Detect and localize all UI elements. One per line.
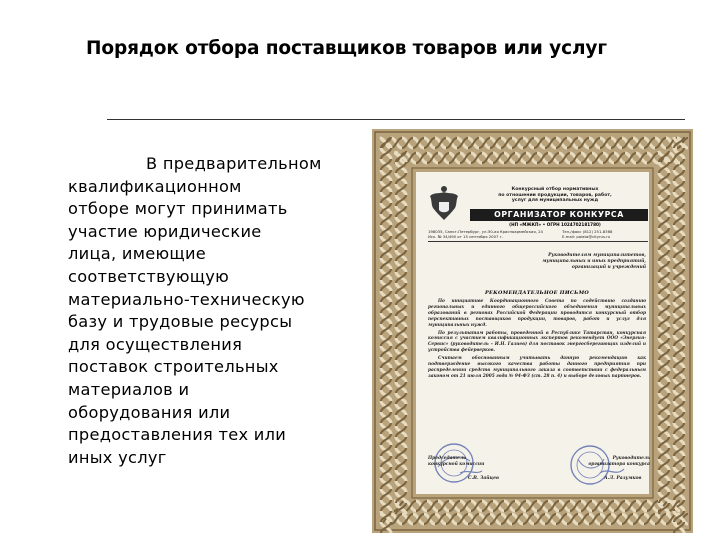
body-line: В предварительном (146, 154, 322, 173)
body-line: отборе могут принимать (68, 199, 288, 219)
contact-line: 198035, Санкт-Петербург, ул.Э0-ая Красноармейская, 24 (428, 229, 543, 234)
addressee (532, 253, 646, 271)
addressee-line: Руководителям муниципалитетов, (548, 253, 646, 258)
body-line: лица, имеющие (68, 244, 207, 264)
title-divider (107, 119, 685, 120)
body-line: соответствующую (68, 266, 230, 286)
organizer-header-line: услуг для муниципальных нужд (511, 198, 599, 204)
signature-left-name: С.В. Зайцев (468, 476, 499, 481)
slide-title: Порядок отбора поставщиков товаров или услуг (86, 38, 607, 59)
body-line: квалификационном (68, 176, 242, 196)
letter-paragraph: По инициативе Координационного Совета по содействию созданию региональных и единного общероссийского объединения муниципальных образований в регионах Российской Федерации проводится конкурсный отбор перспективных поставщиков продукции, товаров, работ и услуг для муниципальных нужд. (428, 299, 646, 328)
body-paragraph (68, 153, 358, 469)
organizer-registration: (НП «МЖКП» • ОГРН 1024702181780) (509, 222, 601, 227)
signature-right-name: А.Л. Разумков (604, 476, 642, 481)
body-line: иных услуг (68, 447, 167, 467)
body-line: поставок строительных (68, 357, 279, 377)
body-line: участие юридические (68, 221, 262, 241)
letter-title: РЕКОМЕНДАТЕЛЬНОЕ ПИСЬМО (484, 290, 590, 296)
letterhead-divider (428, 241, 648, 242)
signature-title-line: Руководитель (612, 456, 650, 461)
contact-line: E-mail: palata@cityrus.ru (562, 234, 611, 239)
signature-right-title (570, 456, 650, 468)
contact-line: Исх. № 34/490 от 15 сентября 2007 г. (428, 234, 503, 239)
body-line: оборудования или (68, 402, 231, 422)
organizer-header (464, 187, 646, 204)
addressee-line: организаций и учреждений (571, 265, 646, 270)
organizer-header-line: по отношении продукции, товаров, работ, (498, 192, 612, 198)
body-line: предоставления тех или (68, 425, 287, 445)
body-line: базу и трудовые ресурсы (68, 312, 293, 332)
signature-title-line: Председатель (428, 456, 466, 461)
organizer-header-line: Конкурсный отбор нормативных (511, 187, 599, 192)
body-line: материально-техническую (68, 289, 305, 309)
coat-of-arms-icon (430, 186, 458, 220)
signature-left-title (428, 456, 508, 468)
letter-body (428, 299, 646, 382)
letter-paragraph: Считаем обоснованным учитывать данную рекомендацию как подтверждение высокого качества работы данного предприятия при распределении средств муниципального заказа в соответствии с федеральным законом от 21 июля 2005 года № 94-ФЗ (ст. 28 п. 4) и выборе деловых партнеров. (428, 356, 646, 379)
signature-title-line: конкурсной комиссии (428, 462, 485, 467)
certificate-image (372, 129, 693, 533)
signature-title-line: организатора конкурса (588, 462, 650, 467)
letter-paragraph: По результатам работы, проведенной в Республике Татарстан, конкурсная комиссия с участием квалификационных экспертов рекомендует ООО «Энергия-Сервис» (руководитель – И.Н. Газиев) для поставок энергосберегающих изделий и устройства фейерверков. (428, 330, 646, 354)
organizer-title: ОРГАНИЗАТОР КОНКУРСА (470, 209, 648, 221)
contact-line: Тел./факс (812) 251-8368 (562, 229, 613, 234)
body-line: материалов и (68, 379, 190, 399)
addressee-line: муниципальных и иных предприятий, (542, 259, 646, 264)
body-line: для осуществления (68, 334, 243, 354)
